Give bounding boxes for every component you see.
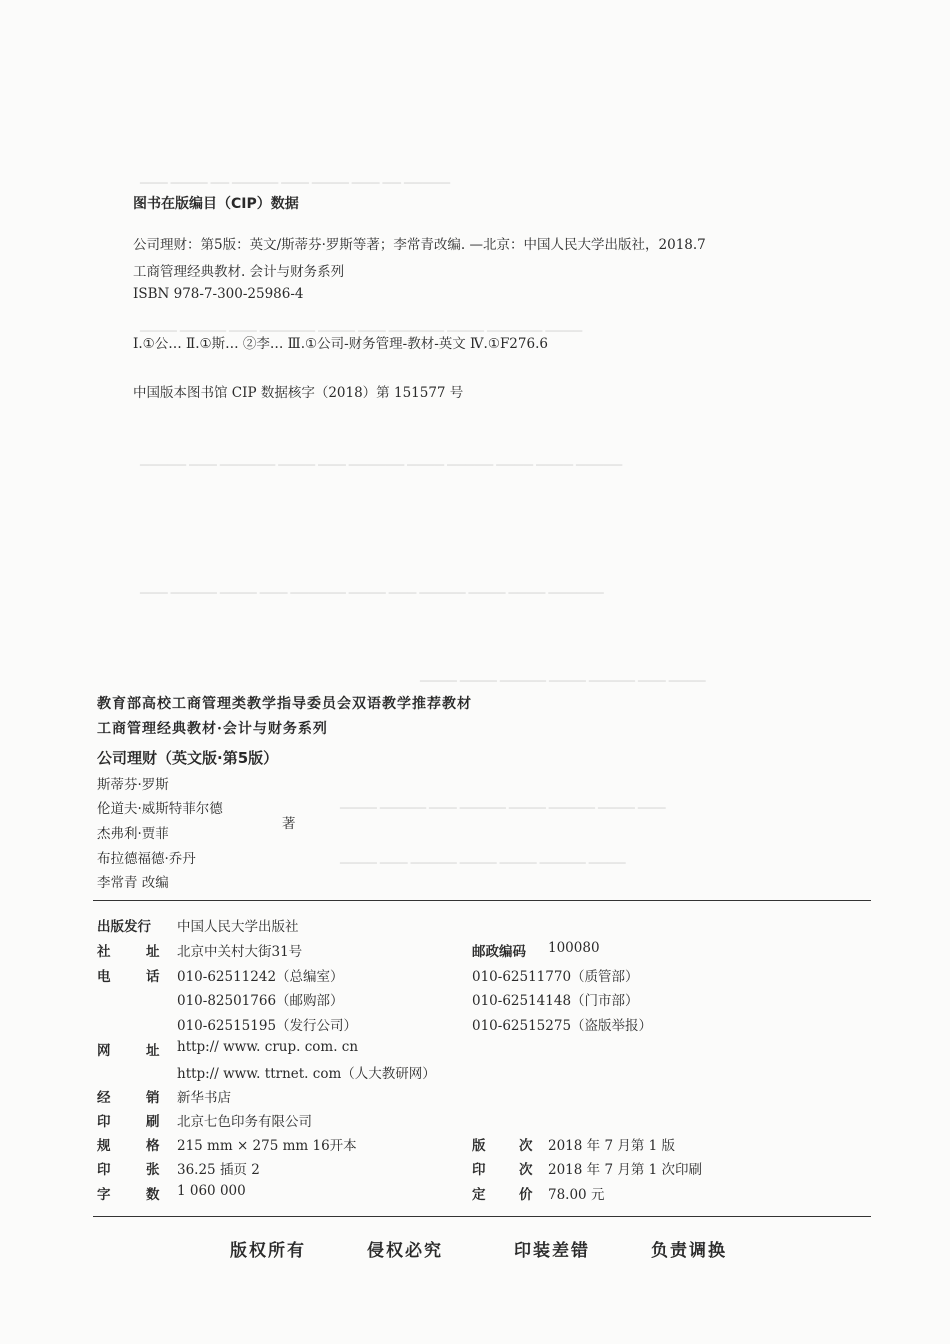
phone-number: 010-62514148（门市部） xyxy=(472,993,639,1009)
word-count-label: 数 xyxy=(146,1187,160,1203)
price-label: 价 xyxy=(519,1187,533,1203)
printing-error-notice: 印装差错 xyxy=(514,1241,590,1261)
spec-label: 格 xyxy=(146,1138,160,1154)
postcode-label: 邮政编码 xyxy=(472,944,526,960)
replacement-notice: 负责调换 xyxy=(651,1241,727,1261)
phone-number: 010-62511770（质管部） xyxy=(472,969,639,985)
editor-name: 李常青 改编 xyxy=(97,875,169,891)
word-count-value: 1 060 000 xyxy=(177,1183,246,1199)
series-recommendation: 教育部高校工商管理类教学指导委员会双语教学推荐教材 xyxy=(97,696,472,712)
edition-label: 次 xyxy=(519,1138,533,1154)
author-name: 斯蒂芬·罗斯 xyxy=(97,777,169,793)
cip-citation: 公司理财：第5版：英文/斯蒂芬·罗斯等著；李常青改编. —北京：中国人民大学出版社，2018.7 xyxy=(133,237,706,253)
address-label: 址 xyxy=(146,944,160,960)
cip-heading: 图书在版编目（CIP）数据 xyxy=(133,196,299,212)
phone-label: 电 xyxy=(97,969,111,985)
website-url: http:// www. crup. com. cn xyxy=(177,1039,359,1055)
address-label: 社 xyxy=(97,944,111,960)
sheets-value: 36.25 插页 2 xyxy=(177,1162,260,1178)
publisher-value: 中国人民大学出版社 xyxy=(177,919,299,935)
word-count-label: 字 xyxy=(97,1187,111,1203)
publisher-label: 出版发行 xyxy=(97,919,151,935)
printing-label: 印 xyxy=(472,1162,486,1178)
phone-number: 010-62511242（总编室） xyxy=(177,969,344,985)
sheets-label: 张 xyxy=(146,1162,160,1178)
bleed-through-text: ▁▁▁▁▁ ▁▁▁ ▁▁▁▁▁▁ ▁▁▁▁ ▁▁▁ ▁▁▁▁▁▁ ▁▁▁▁ ▁▁▁▁▁ ▁▁▁▁ ▁▁▁▁ ▁▁▁▁▁ xyxy=(140,452,623,466)
series-name: 工商管理经典教材·会计与财务系列 xyxy=(97,721,328,737)
cip-classification: Ⅰ.①公… Ⅱ.①斯… ②李… Ⅲ.①公司-财务管理-教材-英文 Ⅳ.①F276.6 xyxy=(133,336,548,352)
address-value: 北京中关村大街31号 xyxy=(177,944,303,960)
bleed-through-text: ▁▁▁ ▁▁▁▁ ▁▁ ▁▁▁▁▁ ▁▁▁ ▁▁▁▁ ▁▁▁ ▁▁ ▁▁▁▁▁ xyxy=(140,170,451,184)
bleed-through-text: ▁▁▁▁ ▁▁▁▁▁ ▁▁▁ ▁▁▁▁▁ ▁▁▁▁ ▁▁▁▁▁ ▁▁▁▁ ▁▁▁ xyxy=(340,795,666,809)
printer-label: 刷 xyxy=(146,1114,160,1130)
author-role: 著 xyxy=(282,816,296,832)
printer-value: 北京七色印务有限公司 xyxy=(177,1114,312,1130)
website-label: 网 xyxy=(97,1043,111,1059)
price-label: 定 xyxy=(472,1187,486,1203)
bleed-through-text: ▁▁▁▁ ▁▁▁▁ ▁▁▁▁▁ ▁▁▁▁ ▁▁▁▁▁ ▁▁▁ ▁▁▁▁ xyxy=(420,668,706,682)
bleed-through-text: ▁▁▁▁ ▁▁▁▁▁ ▁▁▁ ▁▁▁▁▁▁ ▁▁▁▁ ▁▁▁ ▁▁▁▁▁▁ ▁▁▁▁ ▁▁▁▁▁▁ ▁▁▁▁ xyxy=(140,318,583,332)
printing-label: 次 xyxy=(519,1162,533,1178)
author-name: 布拉德福德·乔丹 xyxy=(97,851,196,867)
distributor-label: 销 xyxy=(146,1090,160,1106)
book-title: 公司理财（英文版·第5版） xyxy=(97,749,279,767)
spec-value: 215 mm × 275 mm 16开本 xyxy=(177,1138,357,1154)
printing-value: 2018 年 7 月第 1 次印刷 xyxy=(548,1162,702,1178)
printer-label: 印 xyxy=(97,1114,111,1130)
bleed-through-text: ▁▁▁▁ ▁▁▁ ▁▁▁▁▁ ▁▁▁▁ ▁▁▁▁ ▁▁▁▁▁ ▁▁▁▁ xyxy=(340,850,626,864)
price-value: 78.00 元 xyxy=(548,1187,605,1203)
edition-value: 2018 年 7 月第 1 版 xyxy=(548,1138,675,1154)
copyright-notice: 版权所有 xyxy=(230,1241,306,1261)
phone-label: 话 xyxy=(146,969,160,985)
phone-number: 010-62515195（发行公司） xyxy=(177,1018,358,1034)
postcode-value: 100080 xyxy=(548,940,600,956)
distributor-label: 经 xyxy=(97,1090,111,1106)
spec-label: 规 xyxy=(97,1138,111,1154)
author-name: 杰弗利·贾菲 xyxy=(97,826,169,842)
infringement-notice: 侵权必究 xyxy=(367,1241,443,1261)
bleed-through-text: ▁▁▁ ▁▁▁▁▁ ▁▁▁▁ ▁▁▁ ▁▁▁▁▁▁ ▁▁▁▁ ▁▁▁ ▁▁▁▁▁ ▁▁▁▁ ▁▁▁▁ ▁▁▁▁▁▁ xyxy=(140,580,604,594)
author-name: 伦道夫·威斯特菲尔德 xyxy=(97,801,223,817)
website-label: 址 xyxy=(146,1043,160,1059)
cip-record-number: 中国版本图书馆 CIP 数据核字（2018）第 151577 号 xyxy=(133,385,464,401)
sheets-label: 印 xyxy=(97,1162,111,1178)
phone-number: 010-62515275（盗版举报） xyxy=(472,1018,653,1034)
edition-label: 版 xyxy=(472,1138,486,1154)
distributor-value: 新华书店 xyxy=(177,1090,231,1106)
top-divider xyxy=(93,900,871,901)
cip-series: 工商管理经典教材. 会计与财务系列 xyxy=(133,264,345,280)
phone-number: 010-82501766（邮购部） xyxy=(177,993,344,1009)
website-url: http:// www. ttrnet. com（人大教研网） xyxy=(177,1066,436,1082)
cip-isbn: ISBN 978-7-300-25986-4 xyxy=(133,286,304,302)
bottom-divider xyxy=(93,1216,871,1217)
